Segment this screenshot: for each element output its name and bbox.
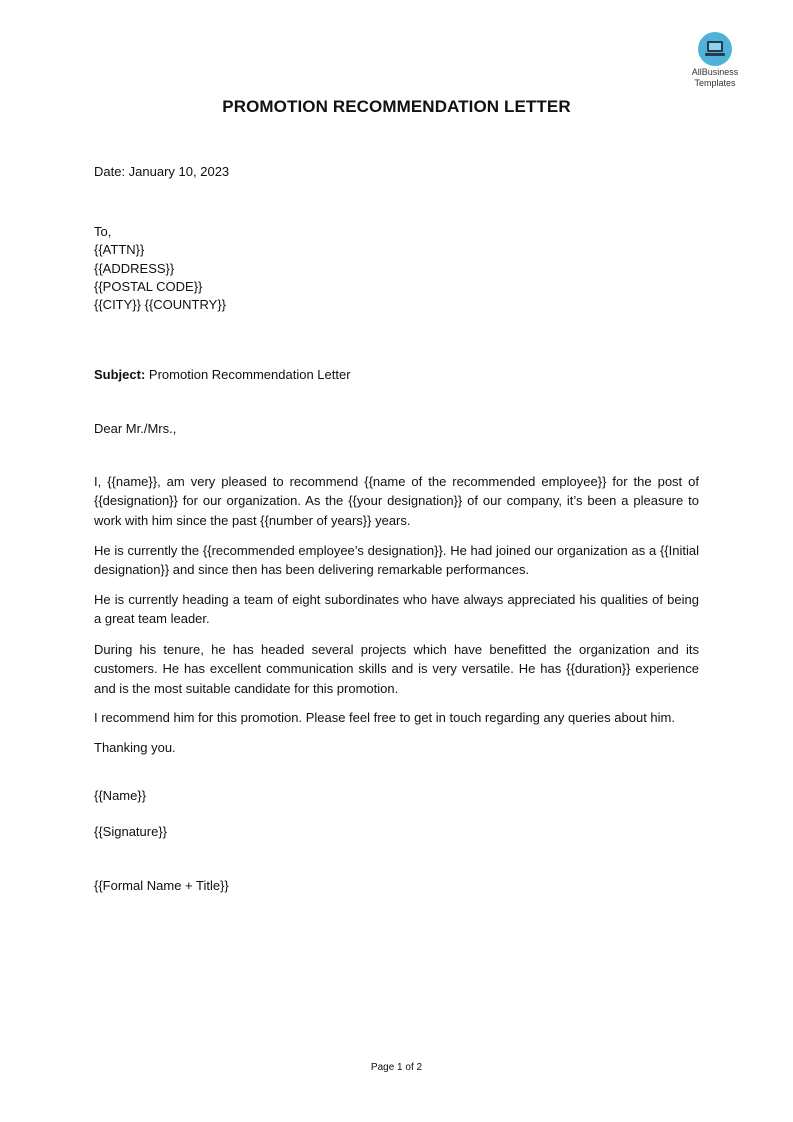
laptop-icon [698,32,732,66]
logo-text-line2: Templates [694,78,736,88]
signoff-formal-name-title: {{Formal Name + Title}} [94,878,229,893]
body-paragraph-3: He is currently heading a team of eight subordinates who have always appreciated his qualities of being a great team leader. [94,592,699,627]
logo-text-line1: AllBusiness [691,67,739,77]
body-paragraph-2: He is currently the {{recommended employee’s designation}}. He had joined our organization as a {{Initial designation}} and since then has been delivering remarkable performances. [94,543,699,578]
subject-line [94,366,351,385]
address-city-country: {{CITY}} {{COUNTRY}} [94,297,226,313]
body-paragraph-1: I, {{name}}, am very pleased to recommend {{name of the recommended employee}} for the post of {{designation}} for our organization. As the {{your designation}} of our company, it’s been a pleasure to work with him since the past {{number of years}} years. [94,474,699,528]
closing-line: Thanking you. [94,740,176,755]
recipient-address [94,223,226,314]
signoff-name: {{Name}} [94,788,147,803]
address-postal: {{POSTAL CODE}} [94,278,203,294]
document-title: PROMOTION RECOMMENDATION LETTER [222,97,571,116]
body-paragraph-4: During his tenure, he has headed several projects which have benefitted the organization and its customers. He has excellent communication skills and is very versatile. He has {{duration}} experience and is the most suitable candidate for this promotion. [94,642,699,696]
subject-text: Promotion Recommendation Letter [148,367,351,382]
page-number: Page 1 of 2 [370,1062,423,1073]
address-attn: {{ATTN}} [94,242,145,258]
salutation: Dear Mr./Mrs., [94,421,177,436]
body-paragraph-5: I recommend him for this promotion. Please feel free to get in touch regarding any queries about him. [94,710,675,725]
signoff-signature: {{Signature}} [94,824,168,839]
address-street: {{ADDRESS}} [94,260,175,276]
address-to: To, [94,224,112,239]
subject-label: Subject: [94,367,146,382]
letter-date: Date: January 10, 2023 [94,164,230,179]
brand-logo [680,32,750,88]
